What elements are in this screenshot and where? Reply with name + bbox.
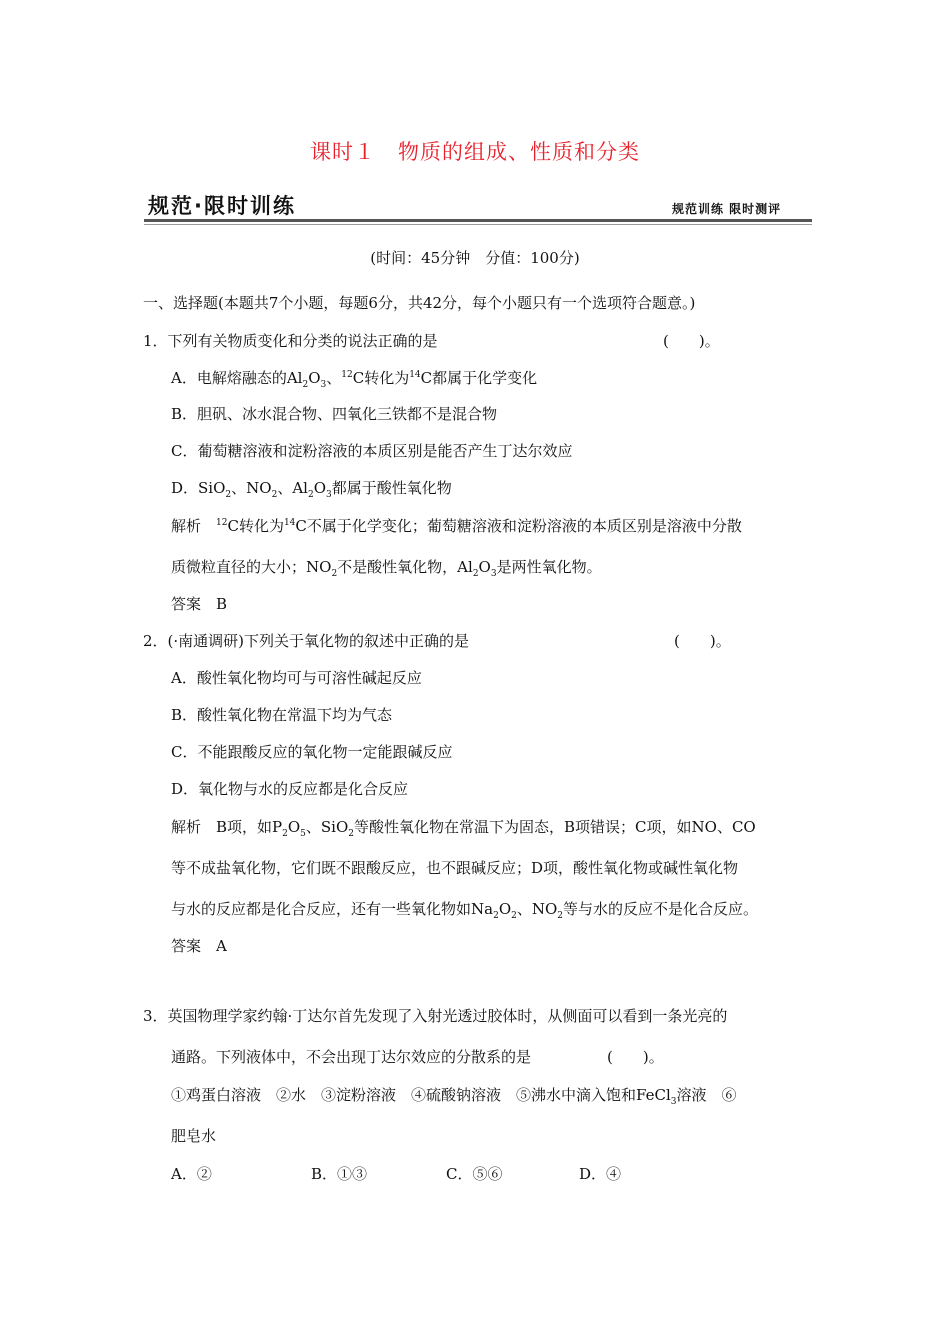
- question-2-option-b: B．酸性氧化物在常温下均为气态: [171, 706, 393, 724]
- question-2-analysis-line-3: 与水的反应都是化合反应，还有一些氧化物如$Na_2O_2$、$NO_2$等与水的反应不是化合反应。: [171, 900, 759, 921]
- question-3-option-b: B．①③: [311, 1165, 368, 1183]
- section-banner-subtitle: 规范训练 限时测评: [672, 202, 782, 216]
- question-3-answer-blank: ( )。: [607, 1048, 664, 1066]
- question-2-answer-blank: ( )。: [674, 632, 731, 650]
- question-3-text: 通路。下列液体中，不会出现丁达尔效应的分散系的是: [171, 1048, 532, 1066]
- question-3-option-c: C．⑤⑥: [446, 1165, 503, 1183]
- question-1-option-c: C．葡萄糖溶液和淀粉溶液的本质区别是能否产生丁达尔效应: [171, 442, 573, 460]
- question-2-text: 2．(·南通调研)下列关于氧化物的叙述中正确的是: [143, 632, 470, 650]
- question-1-answer: 答案 B: [171, 595, 228, 613]
- question-2-answer: 答案 A: [171, 937, 227, 955]
- question-2-stem: [143, 631, 743, 651]
- banner-divider-thin: [144, 224, 812, 225]
- question-3-stem-line-1: 3．英国物理学家约翰·丁达尔首先发现了入射光透过胶体时，从侧面可以看到一条光亮的: [143, 1007, 728, 1025]
- question-1-option-d: D．SiO$_2$、$NO_2$、$Al_2O_3$都属于酸性氧化物: [171, 479, 452, 500]
- question-2-analysis-line-2: 等不成盐氧化物，它们既不跟酸反应，也不跟碱反应；D项，酸性氧化物或碱性氧化物: [171, 859, 739, 877]
- question-3-items-continued: 肥皂水: [171, 1127, 217, 1145]
- question-3-items: ①鸡蛋白溶液 ②水 ③淀粉溶液 ④硫酸钠溶液 ⑤沸水中滴入饱和FeCl$_3$溶液 ⑥: [171, 1086, 737, 1107]
- section-banner-title: 规范·限时训练: [148, 194, 296, 218]
- question-1-analysis-line-1: 解析 $^{12}$C转化为$^{14}$C不属于化学变化；葡萄糖溶液和淀粉溶液的本质区别是溶液中分散: [171, 517, 742, 535]
- question-2-option-c: C．不能跟酸反应的氧化物一定能跟碱反应: [171, 743, 453, 761]
- page-title: 课时１ 物质的组成、性质和分类: [310, 140, 640, 164]
- question-3-option-a: A．②: [171, 1165, 212, 1183]
- question-1-stem: [143, 331, 743, 351]
- question-1-option-a: A．电解熔融态的$Al_2O_3$、$^{12}$C转化为$^{14}$C都属于化学变化: [171, 369, 538, 390]
- question-2-option-d: D．氧化物与水的反应都是化合反应: [171, 780, 409, 798]
- banner-divider: [144, 219, 812, 222]
- question-1-analysis-line-2: 质微粒直径的大小；$NO_2$不是酸性氧化物，$Al_2O_3$是两性氧化物。: [171, 558, 602, 579]
- question-2-analysis-line-1: 解析 B项，如$P_2O_5$、SiO$_2$等酸性氧化物在常温下为固态，B项错误；C项，如NO、CO: [171, 818, 756, 839]
- question-2-option-a: A．酸性氧化物均可与可溶性碱起反应: [171, 669, 422, 687]
- question-3-stem-line-2: [171, 1047, 731, 1067]
- question-1-answer-blank: ( )。: [663, 332, 720, 350]
- question-3-option-d: D．④: [579, 1165, 622, 1183]
- section-heading: 一、选择题(本题共7个小题，每题6分，共42分，每个小题只有一个选项符合题意。): [143, 294, 696, 312]
- time-score-info: (时间：45分钟 分值：100分): [370, 249, 580, 267]
- question-1-option-b: B．胆矾、冰水混合物、四氧化三铁都不是混合物: [171, 405, 498, 423]
- question-1-text: 1．下列有关物质变化和分类的说法正确的是: [143, 332, 438, 350]
